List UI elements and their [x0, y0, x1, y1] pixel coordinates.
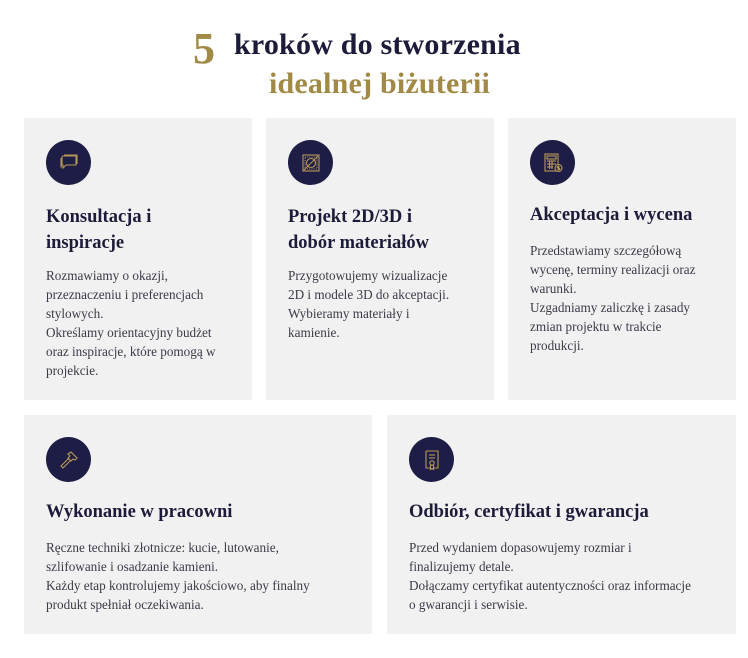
step-description: Przed wydaniem dopasowujemy rozmiar i finalizujemy detale. Dołączamy certyfikat autentyczności oraz informacje o gwarancji i serwisie. — [409, 540, 691, 612]
heading-line-1: kroków do stworzenia — [234, 28, 521, 61]
hammer-icon — [46, 437, 91, 482]
design-compass-icon — [288, 140, 333, 185]
step-title: Akceptacja i wycena — [530, 205, 693, 225]
step-card-consultation — [24, 118, 252, 400]
step-description: Ręczne techniki złotnicze: kucie, lutowanie, szlifowanie i osadzanie kamieni. Każdy etap kontrolujemy jakościowo, aby finalny produkt spełniał oczekiwania. — [46, 540, 310, 612]
heading-line-2: idealnej biżuterii — [269, 67, 491, 100]
certificate-icon — [409, 437, 454, 482]
step-description: Przedstawiamy szczegółową wycenę, terminy realizacji oraz warunki. Uzgadniamy zaliczkę i zasady zmian projektu w trakcie produkcji. — [530, 243, 696, 353]
step-card-workshop — [24, 415, 372, 634]
step-title: Odbiór, certyfikat i gwarancja — [409, 502, 649, 522]
section-heading — [0, 22, 748, 112]
step-card-design — [266, 118, 494, 400]
heading-number: 5 — [193, 24, 215, 73]
calculator-coin-icon — [530, 140, 575, 185]
step-card-acceptance — [508, 118, 736, 400]
step-description: Rozmawiamy o okazji, przeznaczeniu i preferencjach stylowych. Określamy orientacyjny budżet oraz inspiracje, które pomogą w projekcie. — [46, 268, 216, 378]
step-title: Konsultacja i inspiracje — [46, 207, 152, 253]
chat-bubbles-icon — [46, 140, 91, 185]
step-card-delivery — [387, 415, 736, 634]
step-title: Wykonanie w pracowni — [46, 502, 233, 522]
step-title: Projekt 2D/3D i dobór materiałów — [288, 207, 429, 253]
step-description: Przygotowujemy wizualizacje 2D i modele 3D do akceptacji. Wybieramy materiały i kamienie. — [288, 268, 450, 340]
